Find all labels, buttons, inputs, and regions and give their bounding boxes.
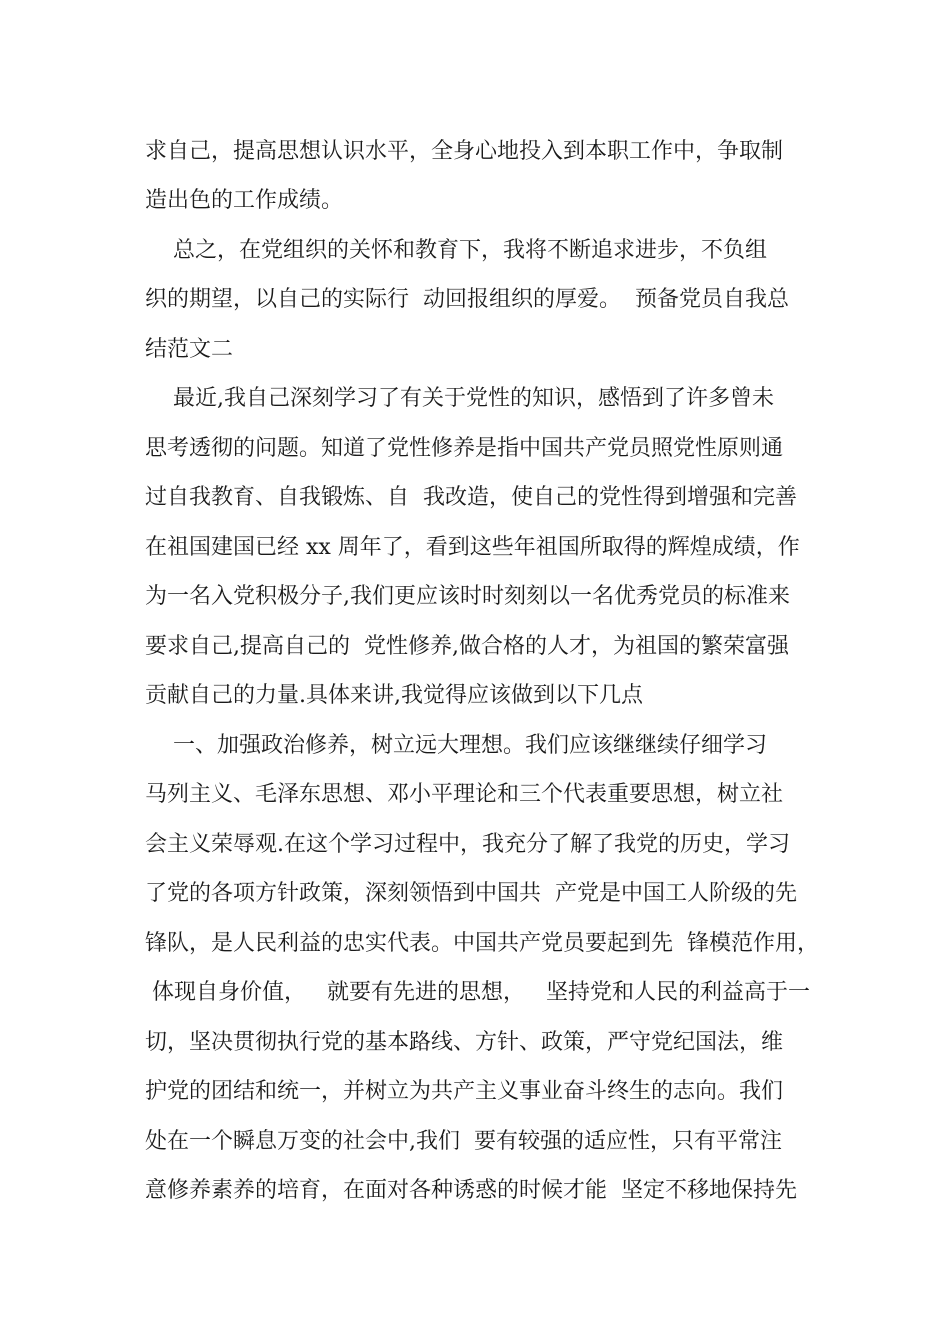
text-line: 了党的各项方针政策，深刻领悟到中国共 产党是中国工人阶级的先: [145, 881, 797, 906]
text-line: 最近,我自己深刻学习了有关于党性的知识，感悟到了许多曾未: [145, 386, 774, 411]
text-line: 切，坚决贯彻执行党的基本路线、方针、政策，严守党纪国法，维: [145, 1030, 784, 1055]
text-line: 意修养素养的培育，在面对各种诱惑的时候才能 坚定不移地保持先: [145, 1178, 797, 1203]
text-line: 会主义荣辱观.在这个学习过程中，我充分了解了我党的历史，学习: [145, 832, 790, 857]
text-line: 造出色的工作成绩。: [145, 188, 344, 213]
text-line: 马列主义、毛泽东思想、邓小平理论和三个代表重要思想，树立社: [145, 782, 784, 807]
text-line: 体现自身价值， 就要有先进的思想， 坚持党和人民的利益高于一: [145, 980, 810, 1005]
text-line: 要求自己,提高自己的 党性修养,做合格的人才，为祖国的繁荣富强: [145, 634, 789, 659]
text-line: 一、加强政治修养，树立远大理想。我们应该继继续仔细学习: [145, 733, 767, 758]
text-line: 锋队，是人民利益的忠实代表。中国共产党员要起到先 锋模范作用，: [145, 931, 819, 956]
text-line: 思考透彻的问题。知道了党性修养是指中国共产党员照党性原则通: [145, 436, 784, 461]
text-line: 求自己，提高思想认识水平，全身心地投入到本职工作中，争取制: [145, 139, 784, 164]
text-line: 织的期望，以自己的实际行 动回报组织的厚爱。 预备党员自我总: [145, 287, 789, 312]
text-line: 贡献自己的力量.具体来讲,我觉得应该做到以下几点: [145, 683, 643, 708]
text-line: 总之，在党组织的关怀和教育下，我将不断追求进步，不负组: [145, 238, 767, 263]
text-line: 护党的团结和统一，并树立为共产主义事业奋斗终生的志向。我们: [145, 1079, 784, 1104]
text-line: 结范文二: [145, 337, 234, 362]
text-line: 为一名入党积极分子,我们更应该时时刻刻以一名优秀党员的标准来: [145, 584, 790, 609]
text-line: 在祖国建国已经 xx 周年了，看到这些年祖国所取得的辉煌成绩，作: [145, 535, 800, 560]
text-line: 处在一个瞬息万变的社会中,我们 要有较强的适应性，只有平常注: [145, 1129, 782, 1154]
text-line: 过自我教育、自我锻炼、自 我改造，使自己的党性得到增强和完善: [145, 485, 797, 510]
